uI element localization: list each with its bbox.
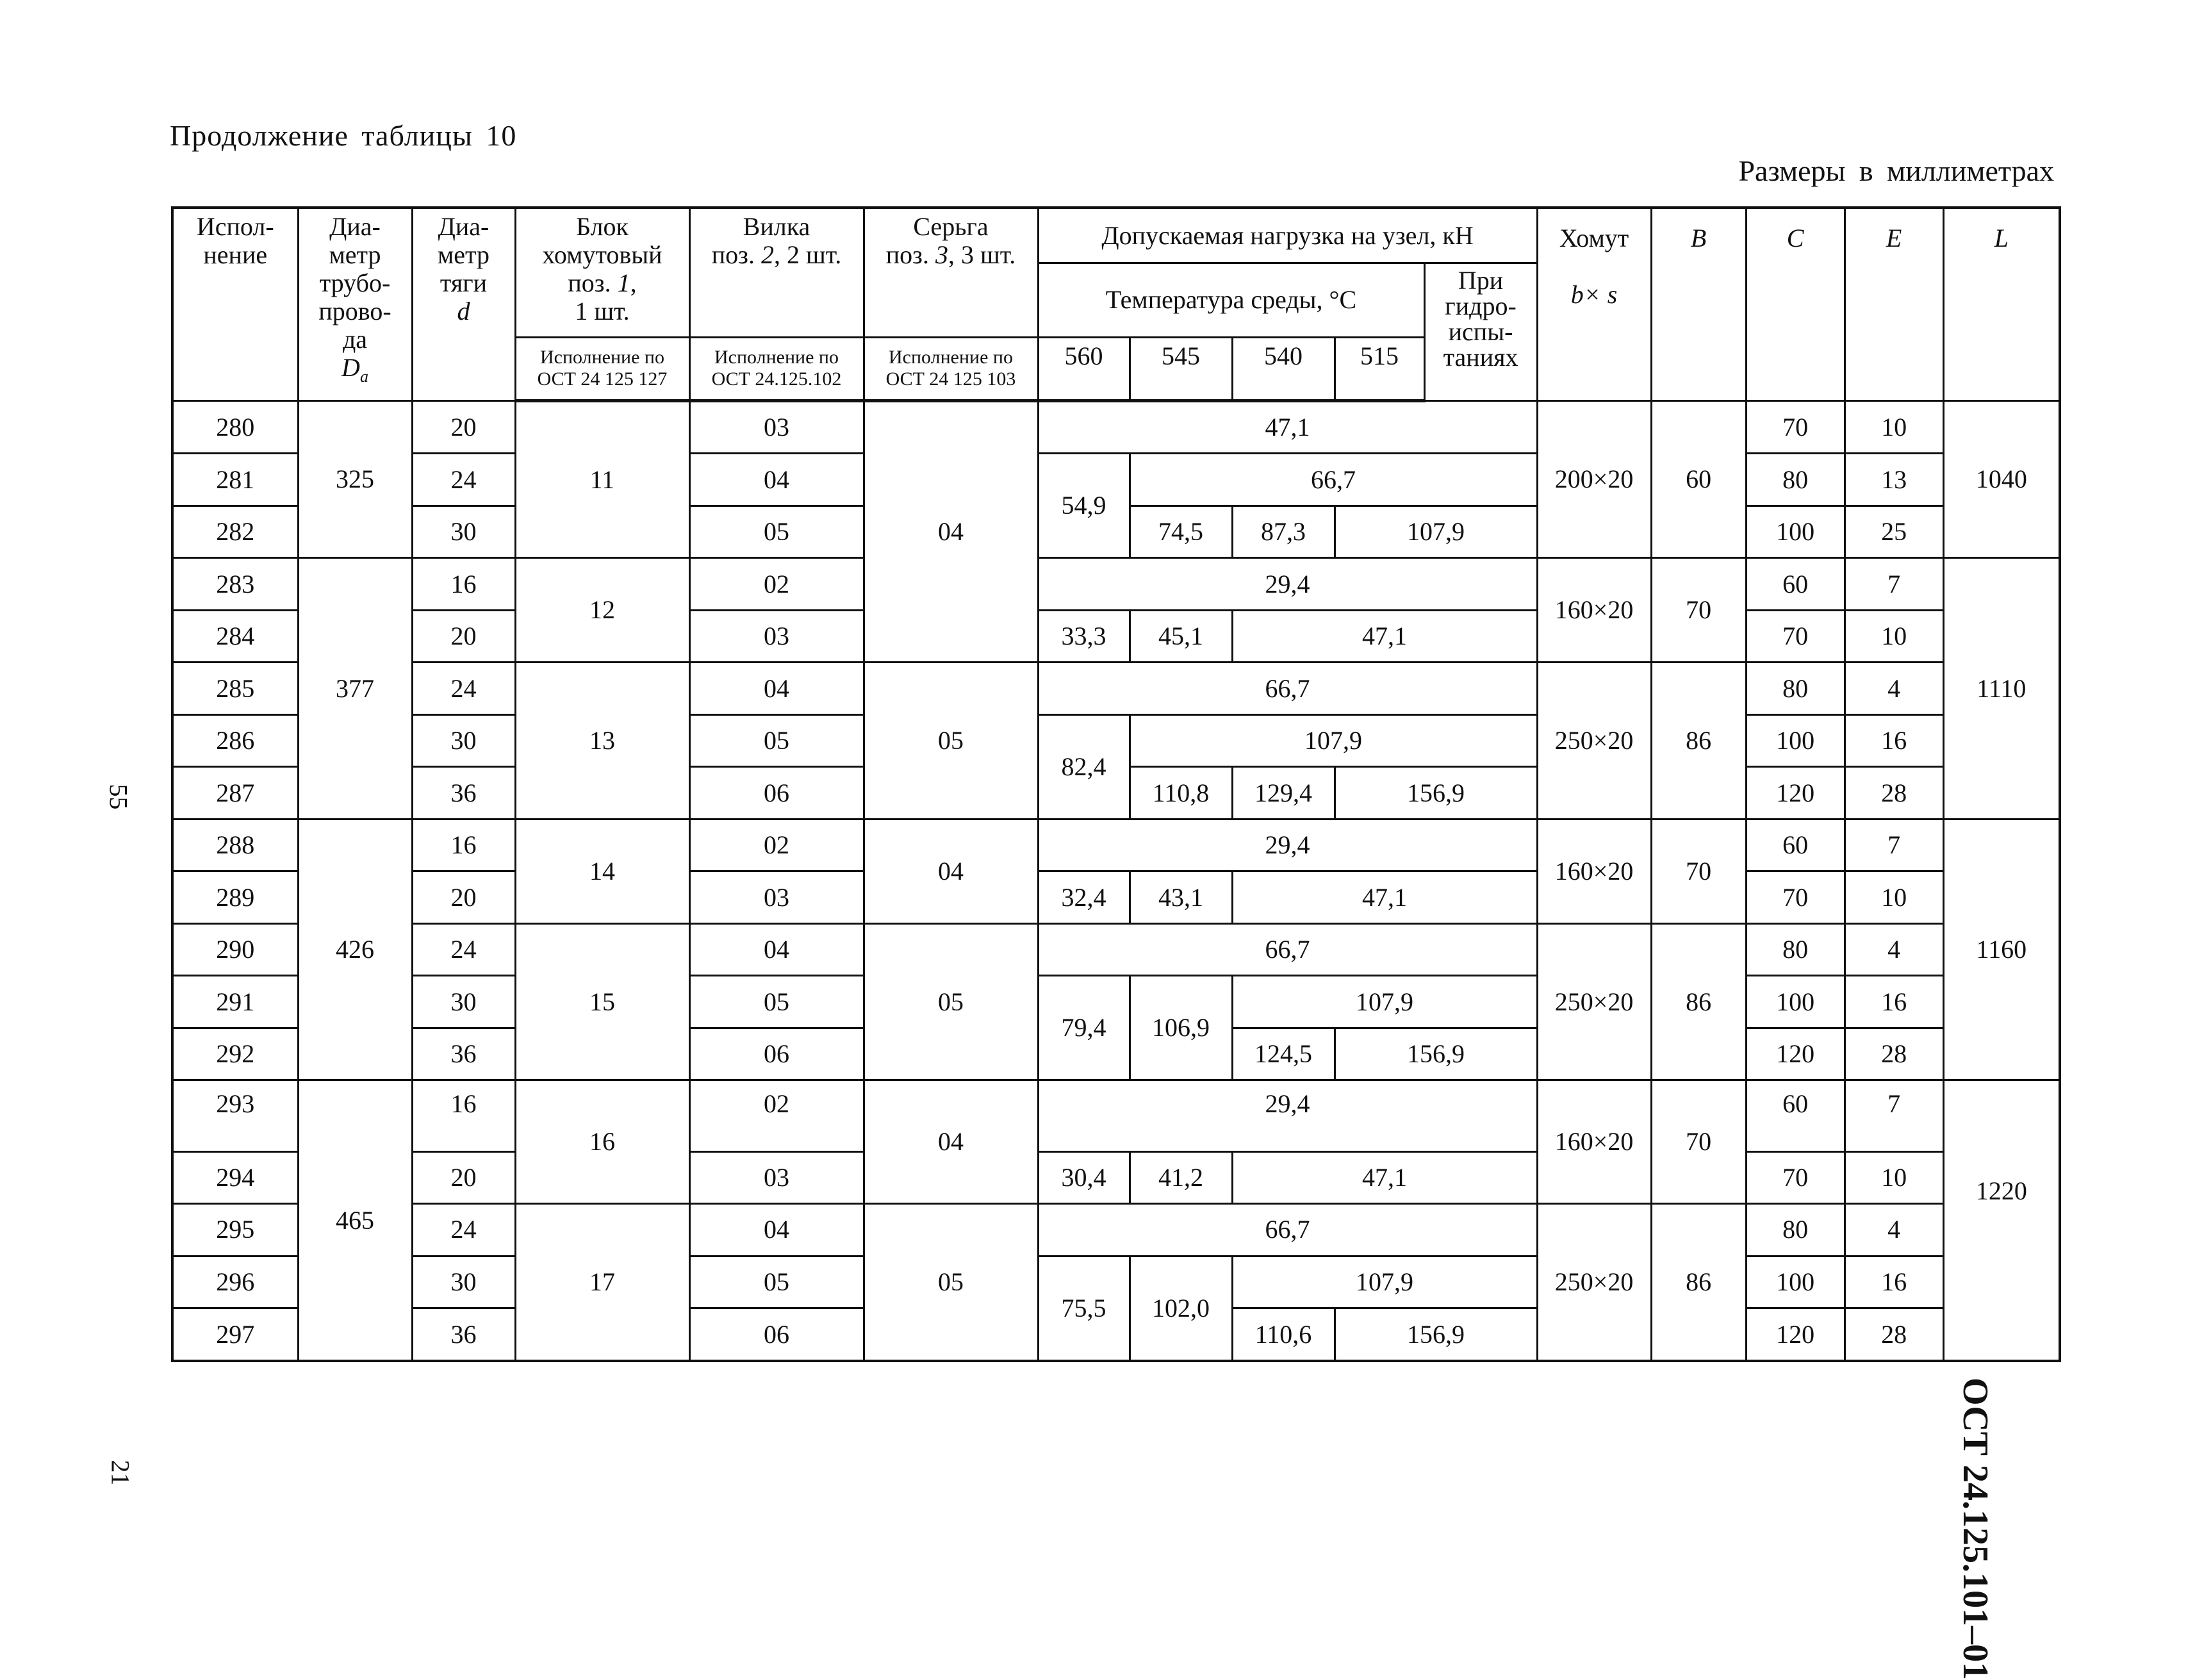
cell-C: 100	[1746, 1256, 1845, 1308]
header-text: Диа-	[329, 212, 381, 241]
cell-E: 10	[1845, 610, 1943, 663]
header-temp-515: 515	[1335, 337, 1424, 400]
cell-earring: 04	[864, 1080, 1038, 1204]
cell-load: 47,1	[1038, 400, 1537, 454]
cell-block: 15	[515, 923, 689, 1080]
cell-da: 426	[298, 819, 412, 1080]
data-table	[171, 206, 2061, 1362]
page-number-left-top: 55	[104, 784, 133, 810]
header-text: 2	[760, 240, 774, 269]
header-text: нение	[203, 240, 268, 269]
cell-load-515: 156,9	[1335, 767, 1537, 819]
header-text: поз.	[711, 240, 755, 269]
cell-B: 60	[1651, 400, 1746, 558]
table-row	[172, 558, 2060, 611]
cell-clamp: 250×20	[1537, 923, 1651, 1080]
header-block-spec	[515, 337, 689, 400]
cell-C: 70	[1746, 871, 1845, 924]
header-text: Исполнение по	[540, 346, 664, 368]
cell-load-515: 107,9	[1335, 506, 1537, 558]
table-row	[172, 976, 2060, 1028]
cell-isp: 285	[172, 663, 298, 715]
cell-load-560: 30,4	[1038, 1151, 1130, 1204]
cell-isp: 291	[172, 976, 298, 1028]
cell-E: 28	[1845, 767, 1943, 819]
cell-d: 20	[412, 610, 515, 663]
cell-load: 107,9	[1130, 714, 1537, 767]
header-C: C	[1746, 208, 1845, 400]
header-rod-diameter	[412, 208, 515, 400]
table-row	[172, 1151, 2060, 1204]
cell-B: 70	[1651, 1080, 1746, 1204]
header-fork-spec	[689, 337, 864, 400]
cell-fork: 02	[689, 819, 864, 871]
cell-clamp: 160×20	[1537, 819, 1651, 923]
standard-code: ОСТ 24.125.101–01	[1955, 1378, 1995, 1680]
cell-d: 24	[412, 663, 515, 715]
cell-d: 16	[412, 819, 515, 871]
header-text: метр	[329, 240, 381, 269]
cell-d: 24	[412, 923, 515, 976]
cell-d: 36	[412, 767, 515, 819]
cell-load-560: 82,4	[1038, 714, 1130, 819]
table-row	[172, 871, 2060, 924]
header-text: гидро-	[1445, 292, 1517, 321]
header-text: испы-	[1448, 317, 1513, 347]
cell-C: 100	[1746, 714, 1845, 767]
cell-d: 30	[412, 1256, 515, 1308]
cell-load-545: 41,2	[1130, 1151, 1232, 1204]
table-row	[172, 610, 2060, 663]
cell-earring: 04	[864, 400, 1038, 663]
cell-block: 17	[515, 1204, 689, 1361]
table-row	[172, 400, 2060, 454]
cell-d: 20	[412, 400, 515, 454]
table-row	[172, 663, 2060, 715]
cell-d: 30	[412, 976, 515, 1028]
cell-E: 10	[1845, 871, 1943, 924]
cell-fork: 02	[689, 558, 864, 611]
header-temp-560: 560	[1038, 337, 1130, 400]
cell-fork: 03	[689, 1151, 864, 1204]
cell-fork: 03	[689, 871, 864, 924]
cell-C: 80	[1746, 663, 1845, 715]
cell-isp: 280	[172, 400, 298, 454]
header-block	[515, 208, 689, 337]
cell-E: 28	[1845, 1028, 1943, 1080]
cell-C: 80	[1746, 1204, 1845, 1256]
header-text: ОСТ 24.125.102	[711, 368, 842, 390]
cell-L: 1040	[1943, 400, 2060, 558]
cell-load: 66,7	[1038, 923, 1537, 976]
header-text: 3	[935, 240, 948, 269]
cell-E: 7	[1845, 558, 1943, 611]
header-text: тяги	[440, 268, 488, 297]
cell-C: 70	[1746, 1151, 1845, 1204]
cell-load: 29,4	[1038, 1080, 1537, 1151]
cell-load: 66,7	[1038, 1204, 1537, 1256]
header-earring	[864, 208, 1038, 337]
table-row	[172, 1080, 2060, 1151]
header-text: метр	[437, 240, 490, 269]
cell-isp: 283	[172, 558, 298, 611]
header-text: Серьга	[913, 212, 989, 241]
header-text: Хомут	[1559, 224, 1629, 252]
cell-da: 377	[298, 558, 412, 819]
cell-earring: 05	[864, 663, 1038, 819]
cell-C: 120	[1746, 1028, 1845, 1080]
cell-da: 325	[298, 400, 412, 558]
cell-isp: 282	[172, 506, 298, 558]
header-text: хомутовый	[542, 240, 662, 269]
cell-isp: 293	[172, 1080, 298, 1151]
header-text: ОСТ 24 125 127	[537, 368, 668, 390]
cell-d: 30	[412, 714, 515, 767]
cell-block: 14	[515, 819, 689, 923]
header-text: , 2 шт.	[773, 240, 842, 269]
cell-E: 4	[1845, 923, 1943, 976]
cell-load-545: 102,0	[1130, 1256, 1232, 1361]
cell-fork: 06	[689, 1028, 864, 1080]
cell-d: 30	[412, 506, 515, 558]
cell-load-560: 79,4	[1038, 976, 1130, 1080]
cell-C: 100	[1746, 976, 1845, 1028]
cell-E: 25	[1845, 506, 1943, 558]
cell-earring: 05	[864, 923, 1038, 1080]
header-fork	[689, 208, 864, 337]
cell-isp: 290	[172, 923, 298, 976]
cell-L: 1220	[1943, 1080, 2060, 1361]
cell-d: 16	[412, 558, 515, 611]
header-temp-540: 540	[1232, 337, 1335, 400]
cell-C: 60	[1746, 819, 1845, 871]
page-number-left-bottom: 21	[106, 1460, 135, 1486]
header-text: Исполнение по	[714, 346, 839, 368]
header-B: B	[1651, 208, 1746, 400]
cell-load: 66,7	[1130, 454, 1537, 506]
cell-isp: 287	[172, 767, 298, 819]
header-ispolnenie	[172, 208, 298, 400]
cell-B: 86	[1651, 663, 1746, 819]
cell-C: 60	[1746, 558, 1845, 611]
cell-load-545: 74,5	[1130, 506, 1232, 558]
header-text: таниях	[1443, 343, 1518, 372]
cell-load-560: 33,3	[1038, 610, 1130, 663]
header-text: Диа-	[438, 212, 489, 241]
cell-da: 465	[298, 1080, 412, 1361]
header-text: При	[1458, 266, 1504, 295]
units-note: Размеры в миллиметрах	[1738, 154, 2054, 187]
cell-load-540: 110,6	[1232, 1308, 1335, 1361]
cell-block: 16	[515, 1080, 689, 1204]
header-clamp	[1537, 208, 1651, 400]
cell-d: 24	[412, 454, 515, 506]
cell-fork: 04	[689, 454, 864, 506]
cell-E: 7	[1845, 819, 1943, 871]
cell-fork: 06	[689, 767, 864, 819]
cell-load-560: 75,5	[1038, 1256, 1130, 1361]
header-text: прово-	[318, 297, 391, 325]
header-symbol: b× s	[1570, 280, 1618, 309]
cell-fork: 03	[689, 610, 864, 663]
cell-clamp: 200×20	[1537, 400, 1651, 558]
cell-d: 20	[412, 871, 515, 924]
cell-fork: 04	[689, 923, 864, 976]
cell-L: 1110	[1943, 558, 2060, 819]
cell-fork: 02	[689, 1080, 864, 1151]
cell-E: 16	[1845, 976, 1943, 1028]
cell-isp: 292	[172, 1028, 298, 1080]
cell-fork: 04	[689, 1204, 864, 1256]
cell-load-540: 87,3	[1232, 506, 1335, 558]
cell-isp: 288	[172, 819, 298, 871]
header-text: ОСТ 24 125 103	[885, 368, 1016, 390]
cell-C: 100	[1746, 506, 1845, 558]
cell-isp: 289	[172, 871, 298, 924]
cell-load: 29,4	[1038, 558, 1537, 611]
cell-load-545: 106,9	[1130, 976, 1232, 1080]
cell-load: 29,4	[1038, 819, 1537, 871]
cell-load-545: 110,8	[1130, 767, 1232, 819]
header-text: Испол-	[196, 212, 274, 241]
cell-load-515: 156,9	[1335, 1308, 1537, 1361]
cell-fork: 05	[689, 714, 864, 767]
cell-clamp: 160×20	[1537, 558, 1651, 663]
cell-d: 16	[412, 1080, 515, 1151]
cell-B: 86	[1651, 1204, 1746, 1361]
header-load: Допускаемая нагрузка на узел, кН	[1038, 208, 1537, 263]
cell-load: 107,9	[1232, 976, 1537, 1028]
header-pipe-diameter	[298, 208, 412, 400]
header-text: ,	[630, 268, 637, 297]
cell-C: 80	[1746, 923, 1845, 976]
cell-block: 11	[515, 400, 689, 558]
header-L: L	[1943, 208, 2060, 400]
cell-fork: 04	[689, 663, 864, 715]
cell-fork: 05	[689, 506, 864, 558]
header-text: , 3 шт.	[948, 240, 1016, 269]
cell-C: 70	[1746, 610, 1845, 663]
cell-d: 24	[412, 1204, 515, 1256]
cell-E: 10	[1845, 1151, 1943, 1204]
cell-E: 10	[1845, 400, 1943, 454]
cell-C: 80	[1746, 454, 1845, 506]
cell-C: 70	[1746, 400, 1845, 454]
cell-C: 120	[1746, 767, 1845, 819]
cell-d: 20	[412, 1151, 515, 1204]
cell-L: 1160	[1943, 819, 2060, 1080]
cell-isp: 286	[172, 714, 298, 767]
table-row	[172, 923, 2060, 976]
cell-load-545: 45,1	[1130, 610, 1232, 663]
header-symbol: D	[341, 353, 360, 382]
table-row	[172, 454, 2060, 506]
cell-isp: 281	[172, 454, 298, 506]
cell-load-540: 124,5	[1232, 1028, 1335, 1080]
cell-block: 12	[515, 558, 689, 663]
cell-clamp: 250×20	[1537, 663, 1651, 819]
header-text: Блок	[576, 212, 629, 241]
header-E: E	[1845, 208, 1943, 400]
header-symbol: d	[457, 297, 470, 325]
table-caption: Продолжение таблицы 10	[170, 119, 517, 152]
cell-clamp: 160×20	[1537, 1080, 1651, 1204]
header-hydro	[1424, 263, 1537, 401]
cell-d: 36	[412, 1308, 515, 1361]
header-earring-spec	[864, 337, 1038, 400]
cell-isp: 294	[172, 1151, 298, 1204]
header-temp-545: 545	[1130, 337, 1232, 400]
header-temperature: Температура среды, °С	[1038, 263, 1424, 338]
cell-isp: 295	[172, 1204, 298, 1256]
cell-isp: 284	[172, 610, 298, 663]
cell-C: 60	[1746, 1080, 1845, 1151]
header-symbol-subscript: a	[359, 367, 368, 386]
cell-isp: 297	[172, 1308, 298, 1361]
cell-load-560: 54,9	[1038, 454, 1130, 558]
cell-E: 7	[1845, 1080, 1943, 1151]
cell-load: 47,1	[1232, 610, 1537, 663]
cell-load: 107,9	[1232, 1256, 1537, 1308]
cell-fork: 05	[689, 976, 864, 1028]
cell-E: 16	[1845, 714, 1943, 767]
cell-block: 13	[515, 663, 689, 819]
cell-load-540: 129,4	[1232, 767, 1335, 819]
cell-earring: 05	[864, 1204, 1038, 1361]
cell-B: 86	[1651, 923, 1746, 1080]
header-text: трубо-	[319, 268, 391, 297]
cell-E: 4	[1845, 663, 1943, 715]
cell-load: 47,1	[1232, 871, 1537, 924]
cell-B: 70	[1651, 558, 1746, 663]
cell-load-515: 156,9	[1335, 1028, 1537, 1080]
cell-load-545: 43,1	[1130, 871, 1232, 924]
cell-C: 120	[1746, 1308, 1845, 1361]
header-text: 1	[617, 268, 630, 297]
table-row	[172, 819, 2060, 871]
header-text: поз.	[568, 268, 611, 297]
table-row	[172, 714, 2060, 767]
cell-E: 13	[1845, 454, 1943, 506]
header-text: поз.	[885, 240, 929, 269]
cell-fork: 06	[689, 1308, 864, 1361]
cell-clamp: 250×20	[1537, 1204, 1651, 1361]
table-row	[172, 1256, 2060, 1308]
header-text: да	[342, 325, 368, 354]
cell-load-560: 32,4	[1038, 871, 1130, 924]
cell-fork: 05	[689, 1256, 864, 1308]
header-text: 1 шт.	[575, 297, 630, 325]
cell-E: 4	[1845, 1204, 1943, 1256]
cell-load: 66,7	[1038, 663, 1537, 715]
header-text: Вилка	[743, 212, 810, 241]
header-text: Исполнение по	[889, 346, 1013, 368]
cell-fork: 03	[689, 400, 864, 454]
cell-isp: 296	[172, 1256, 298, 1308]
cell-E: 16	[1845, 1256, 1943, 1308]
cell-load: 47,1	[1232, 1151, 1537, 1204]
cell-E: 28	[1845, 1308, 1943, 1361]
table-row	[172, 1204, 2060, 1256]
cell-d: 36	[412, 1028, 515, 1080]
cell-B: 70	[1651, 819, 1746, 923]
cell-earring: 04	[864, 819, 1038, 923]
